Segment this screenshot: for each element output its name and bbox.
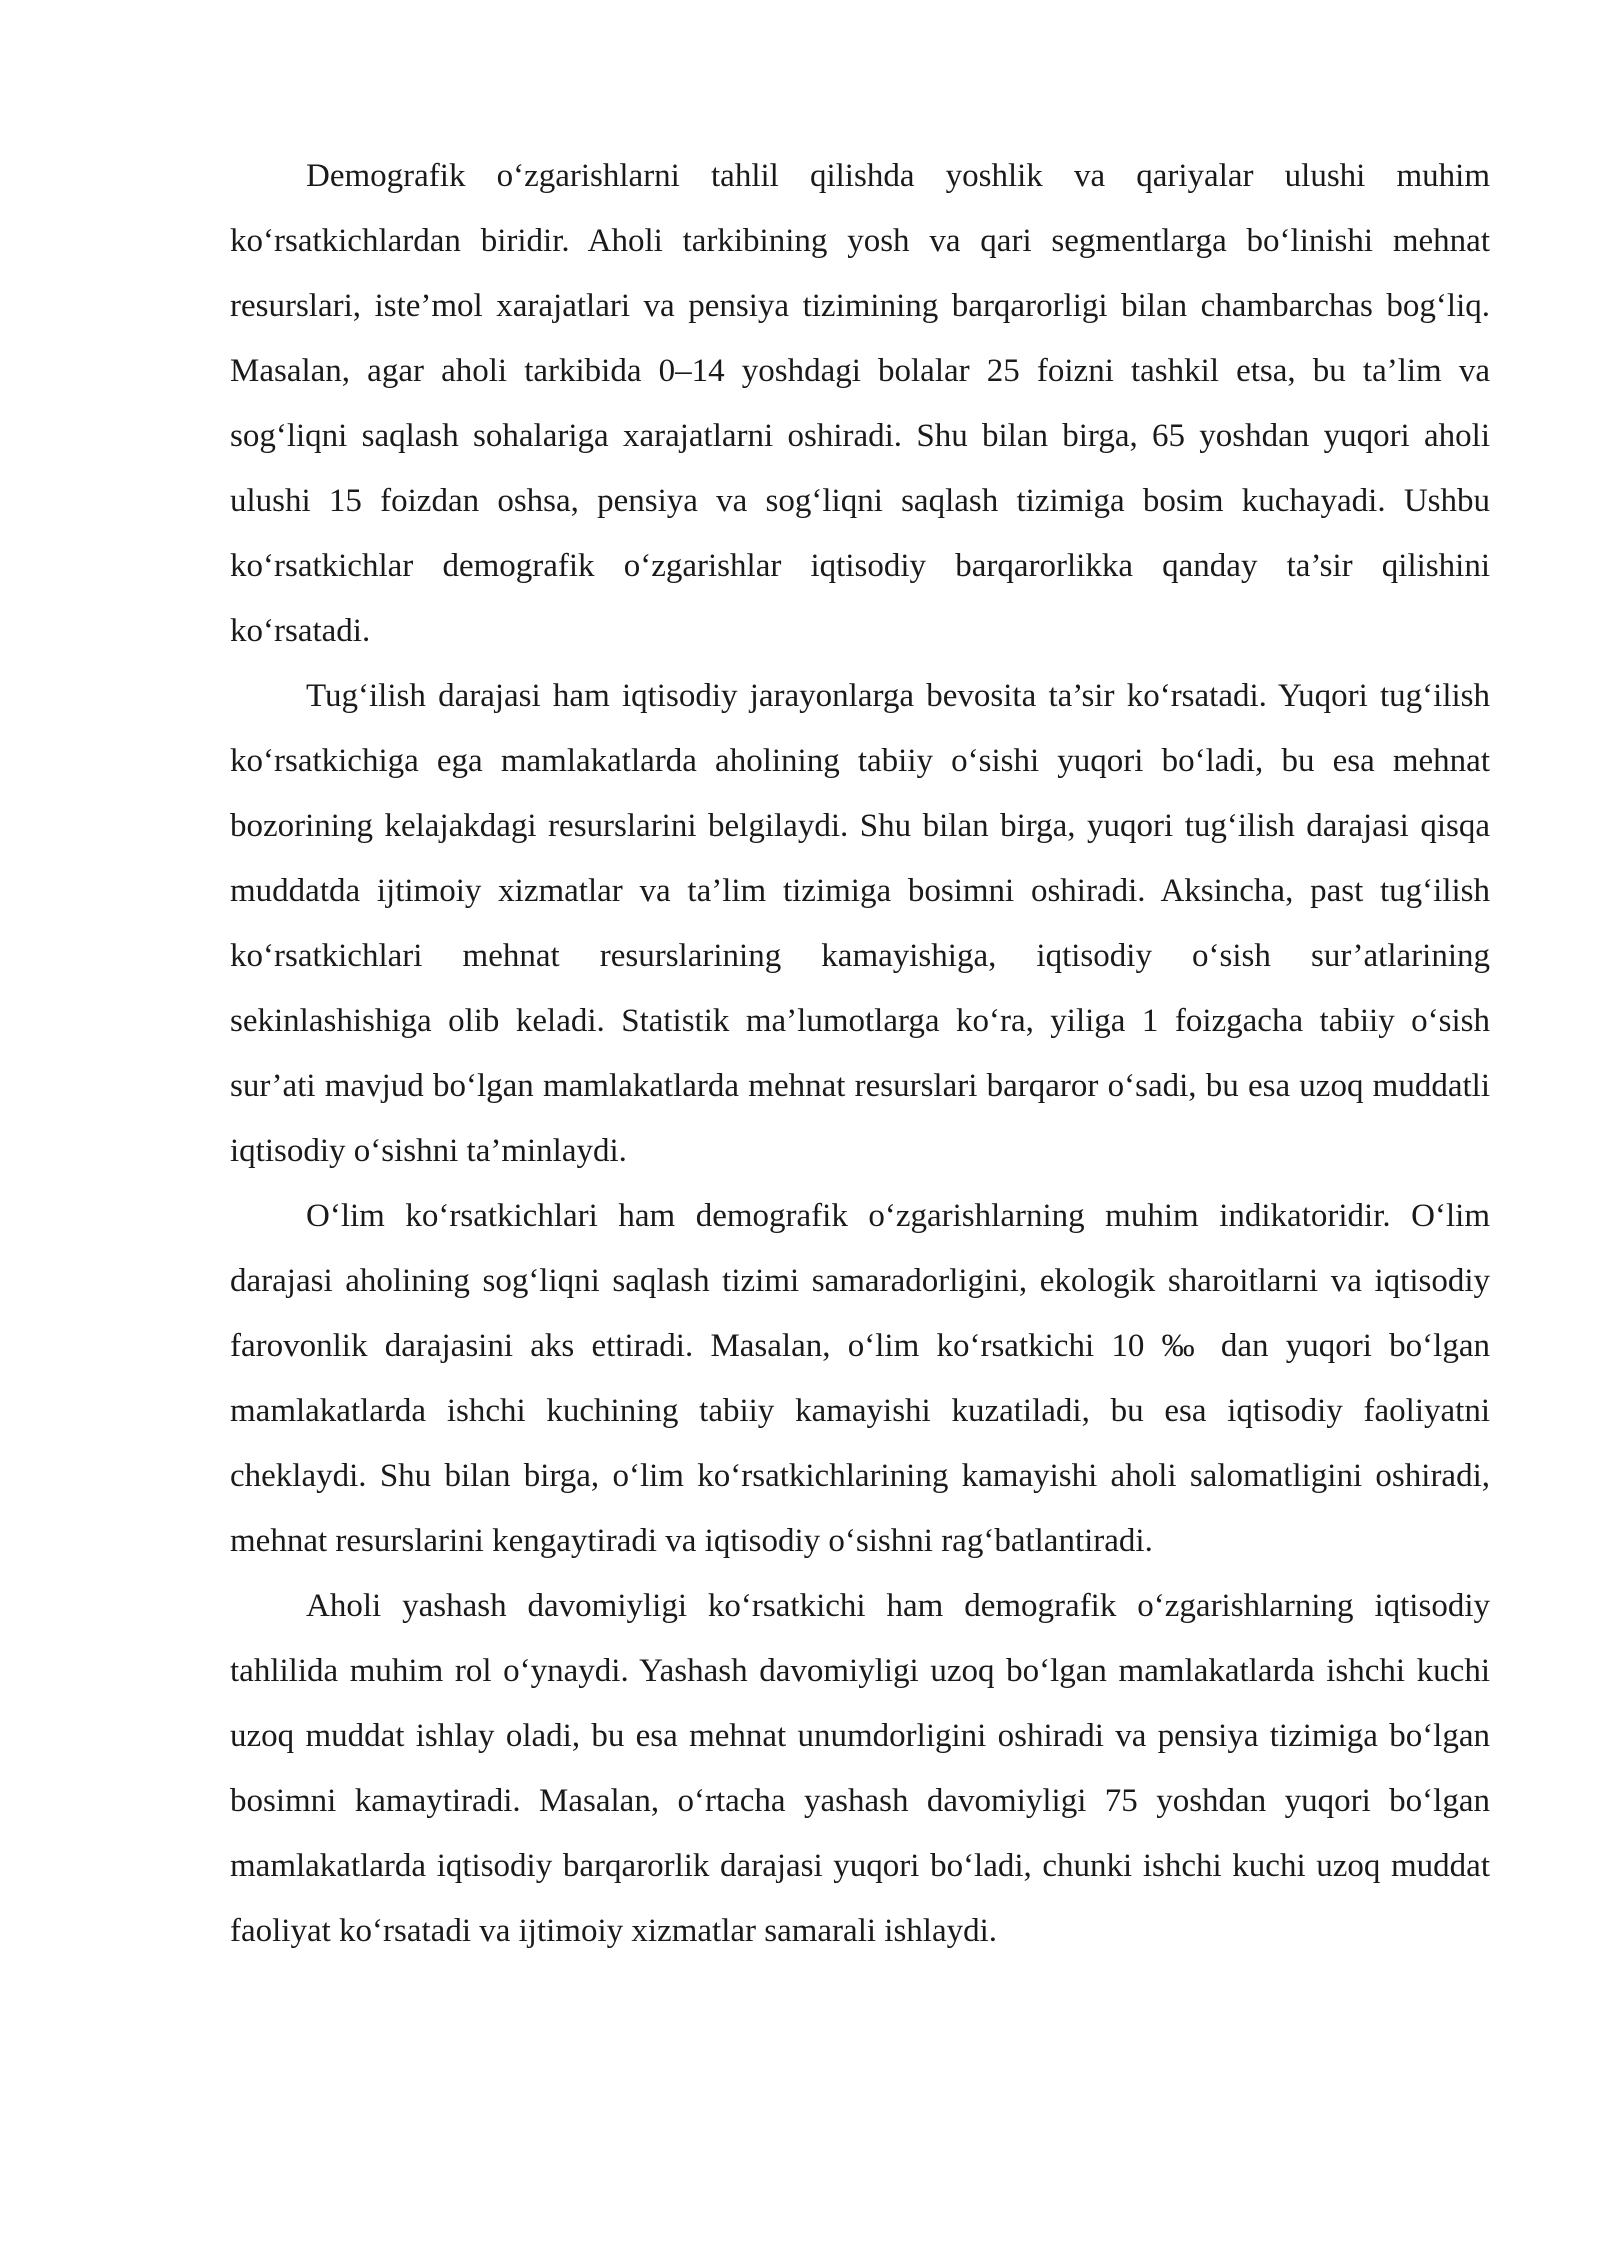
paragraph-mortality: O‘lim ko‘rsatkichlari ham demografik o‘zgarishlarning muhim indikatoridir. O‘lim darajasi aholining sog‘liqni saqlash tizimi samaradorligini, ekologik sharoitlarni va iqtisodiy farovonlik darajasini aks ettiradi. Masalan, o‘lim ko‘rsatkichi 10 ‰ dan yuqori bo‘lgan mamlakatlarda ishchi kuchining tabiiy kamayishi kuzatiladi, bu esa iqtisodiy faoliyatni cheklaydi. Shu bilan birga, o‘lim ko‘rsatkichlarining kamayishi aholi salomatligini oshiradi, mehnat resurslarini kengaytiradi va iqtisodiy o‘sishni rag‘batlantiradi. [230, 1198, 1490, 1559]
paragraph-life-expectancy: Aholi yashash davomiyligi ko‘rsatkichi ham demografik o‘zgarishlarning iqtisodiy tahlilida muhim rol o‘ynaydi. Yashash davomiyligi uzoq bo‘lgan mamlakatlarda ishchi kuchi uzoq muddat ishlay oladi, bu esa mehnat unumdorligini oshiradi va pensiya tizimiga bo‘lgan bosimni kamaytiradi. Masalan, o‘rtacha yashash davomiyligi 75 yoshdan yuqori bo‘lgan mamlakatlarda iqtisodiy barqarorlik darajasi yuqori bo‘ladi, chunki ishchi kuchi uzoq muddat faoliyat ko‘rsatadi va ijtimoiy xizmatlar samarali ishlaydi. [230, 1588, 1490, 1949]
paragraph-age-structure: Demografik o‘zgarishlarni tahlil qilishda yoshlik va qariyalar ulushi muhim ko‘rsatkichlardan biridir. Aholi tarkibining yosh va qari segmentlarga bo‘linishi mehnat resurslari, iste’mol xarajatlari va pensiya tizimining barqarorligi bilan chambarchas bog‘liq. Masalan, agar aholi tarkibida 0–14 yoshdagi bolalar 25 foizni tashkil etsa, bu ta’lim va sog‘liqni saqlash sohalariga xarajatlarni oshiradi. Shu bilan birga, 65 yoshdan yuqori aholi ulushi 15 foizdan oshsa, pensiya va sog‘liqni saqlash tizimiga bosim kuchayadi. Ushbu ko‘rsatkichlar demografik o‘zgarishlar iqtisodiy barqarorlikka qanday ta’sir qilishini ko‘rsatadi. [230, 158, 1490, 649]
paragraph-birth-rate: Tug‘ilish darajasi ham iqtisodiy jarayonlarga bevosita ta’sir ko‘rsatadi. Yuqori tug‘ilish ko‘rsatkichiga ega mamlakatlarda aholining tabiiy o‘sishi yuqori bo‘ladi, bu esa mehnat bozorining kelajakdagi resurslarini belgilaydi. Shu bilan birga, yuqori tug‘ilish darajasi qisqa muddatda ijtimoiy xizmatlar va ta’lim tizimiga bosimni oshiradi. Aksincha, past tug‘ilish ko‘rsatkichlari mehnat resurslarining kamayishiga, iqtisodiy o‘sish sur’atlarining sekinlashishiga olib keladi. Statistik ma’lumotlarga ko‘ra, yiliga 1 foizgacha tabiiy o‘sish sur’ati mavjud bo‘lgan mamlakatlarda mehnat resurslari barqaror o‘sadi, bu esa uzoq muddatli iqtisodiy o‘sishni ta’minlaydi. [230, 678, 1490, 1169]
body-text [230, 144, 1490, 1964]
